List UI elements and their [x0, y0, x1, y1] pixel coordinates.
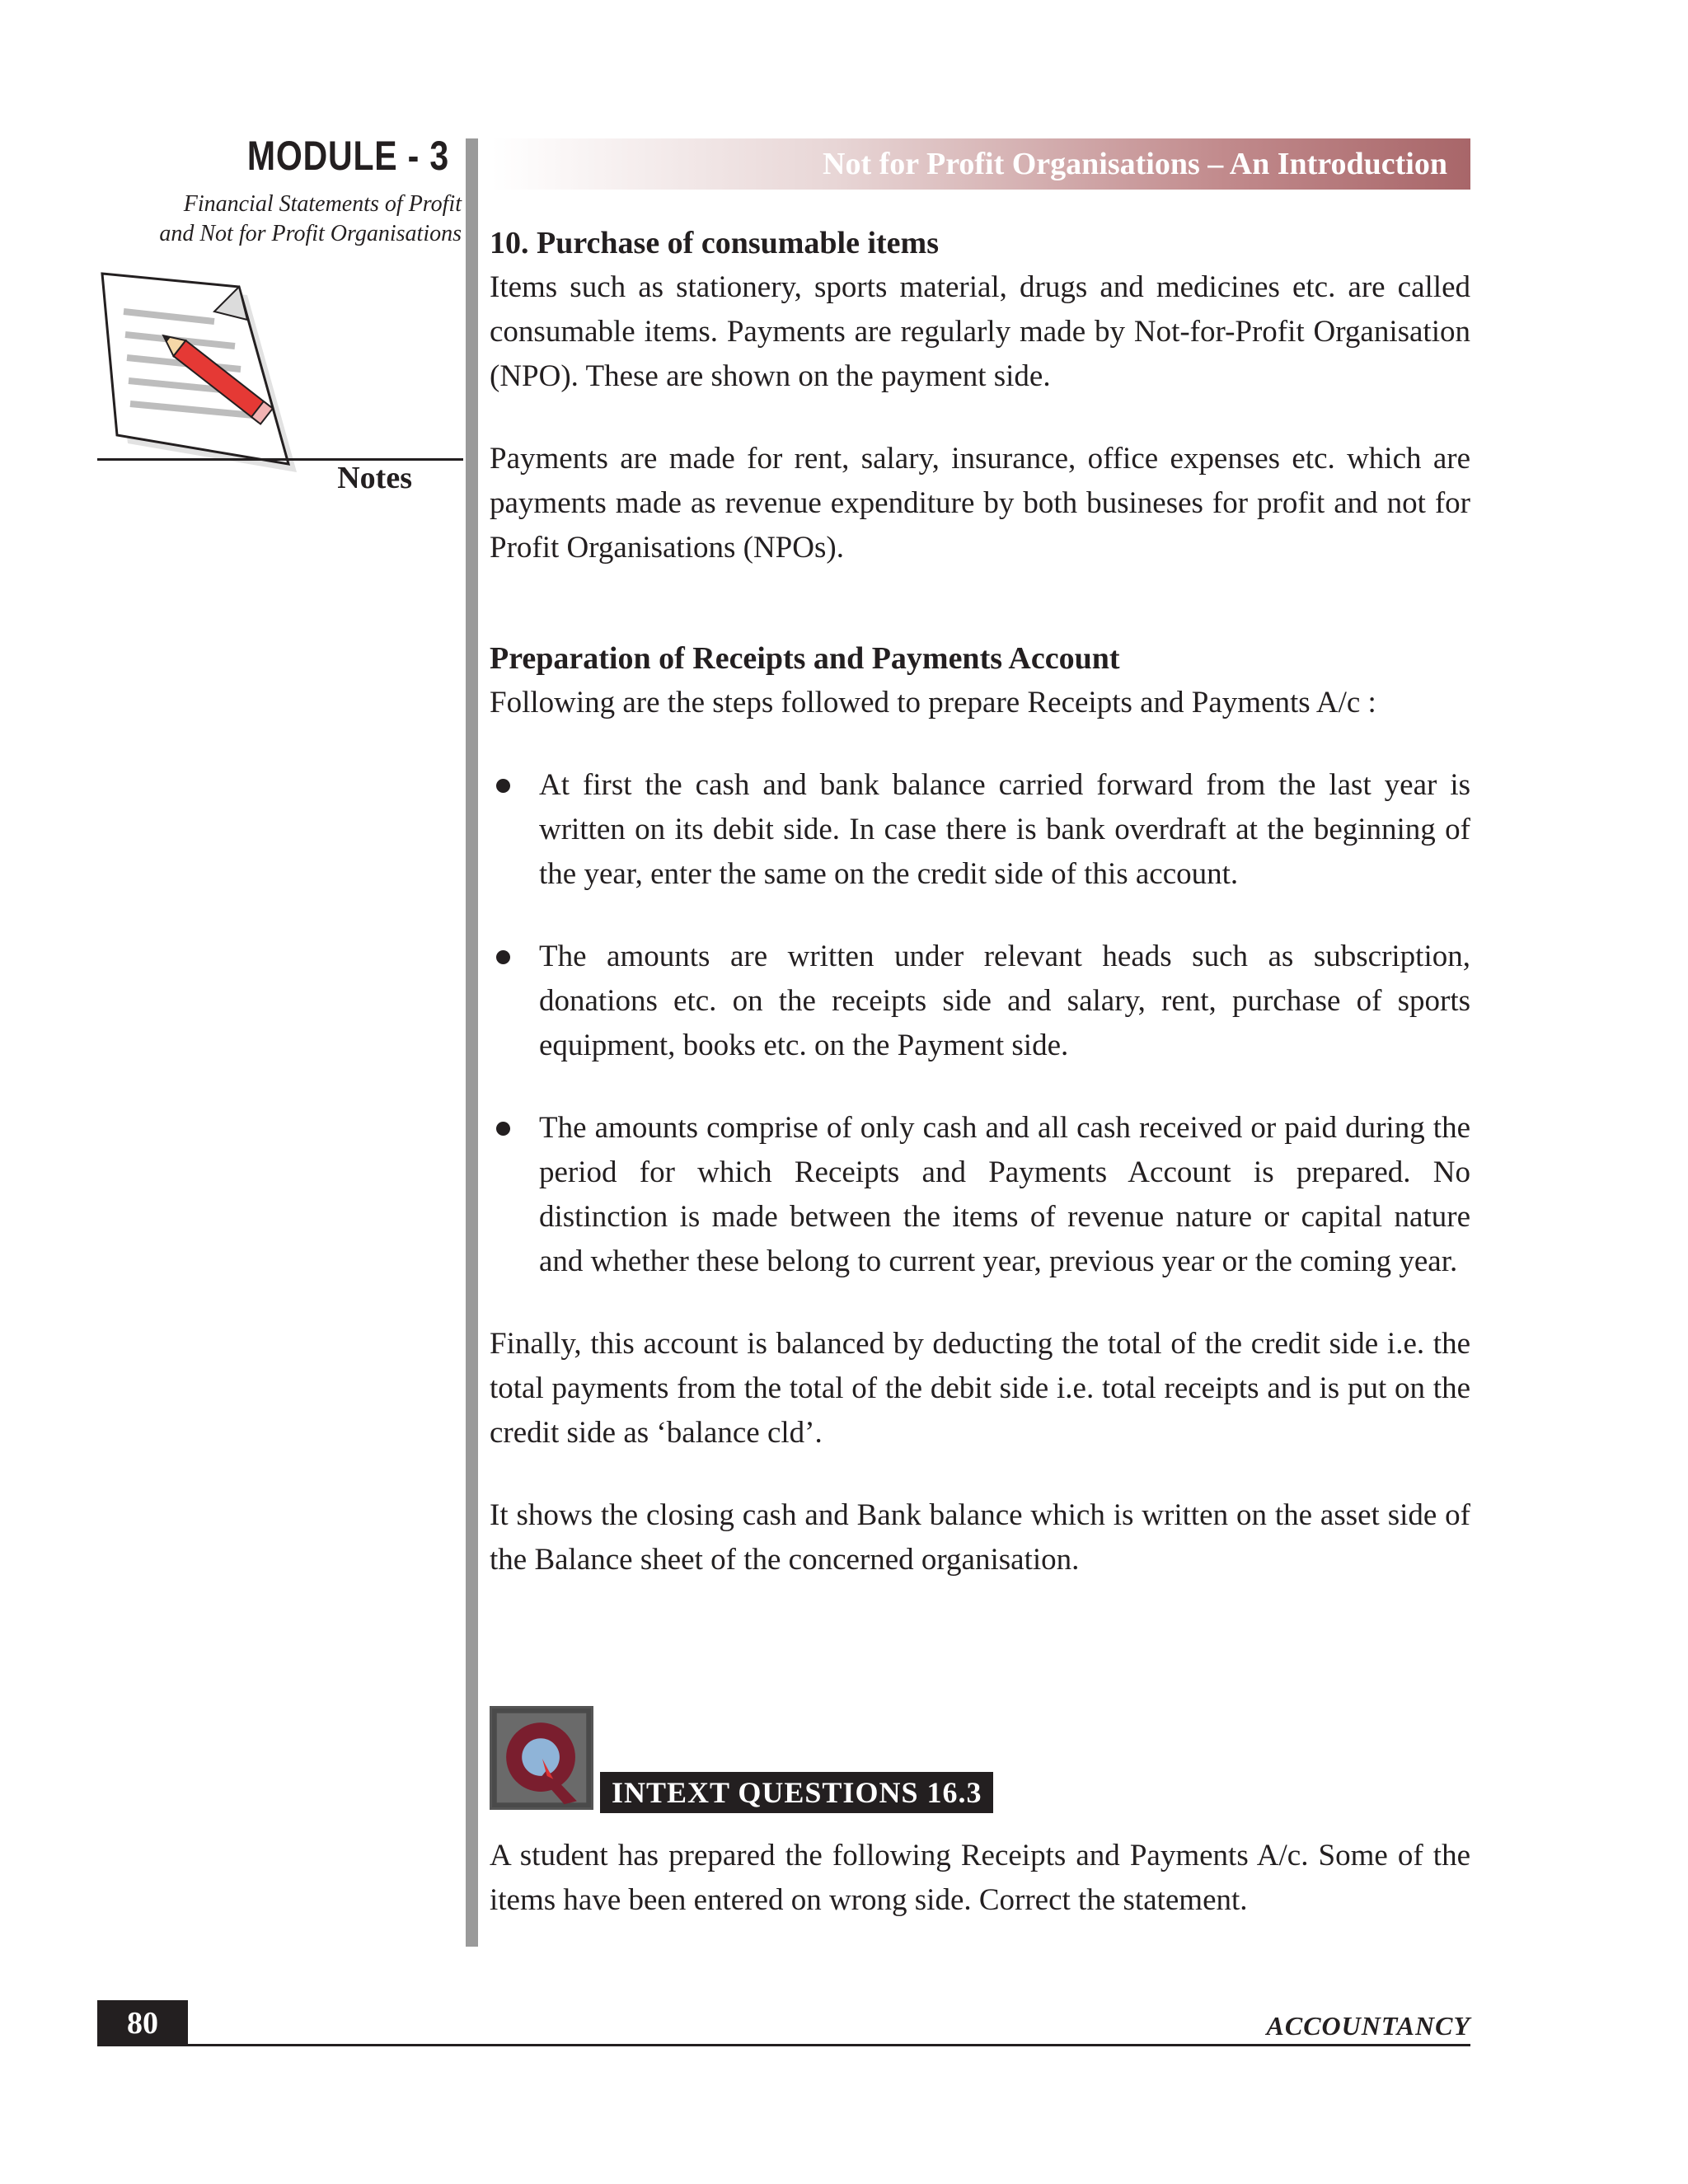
paragraph: Items such as stationery, sports material, drugs and medicines etc. are called consumable items. Payments are regularly made by Not-for-Profit Organisation (NPO). These are shown on the payment side. — [490, 270, 1470, 393]
main-content — [490, 221, 1470, 1582]
module-subtitle — [0, 190, 462, 249]
module-subtitle-line1: Financial Statements of Profit — [183, 191, 462, 217]
section-heading: Preparation of Receipts and Payments Account — [490, 641, 1120, 676]
paragraph: Finally, this account is balanced by deducting the total of the credit side i.e. the total payments from the total of the debit side i.e. total receipts and is put on the credit side as ‘balance cld’. — [490, 1327, 1470, 1450]
book-title: ACCOUNTANCY — [1266, 2011, 1470, 2041]
bullet-icon — [496, 950, 510, 964]
chapter-banner: Not for Profit Organisations – An Introduction — [491, 138, 1470, 190]
question-q-icon — [490, 1706, 593, 1810]
paragraph: Following are the steps followed to prepare Receipts and Payments A/c : — [490, 686, 1376, 719]
intext-questions-label: INTEXT QUESTIONS 16.3 — [600, 1772, 993, 1813]
bullet-icon — [496, 779, 510, 793]
page-number: 80 — [97, 2000, 188, 2046]
margin-divider — [466, 138, 478, 1947]
section-heading: 10. Purchase of consumable items — [490, 226, 939, 260]
list-item-text: The amounts are written under relevant heads such as subscription, donations etc. on the receipts side and salary, rent, purchase of sports equipment, books etc. on the Payment side. — [539, 940, 1470, 1062]
module-title: MODULE - 3 — [246, 133, 449, 179]
notes-label: Notes — [337, 461, 412, 495]
intext-questions-header — [490, 1706, 1067, 1813]
list-item — [490, 763, 1470, 897]
list-item-text: The amounts comprise of only cash and all cash received or paid during the period for which Receipts and Payments Account is prepared. No distinction is made between the items of revenue nature or capital nature and whether these belong to current year, previous year or the coming year. — [539, 1111, 1470, 1278]
bullet-icon — [496, 1122, 510, 1136]
list-item-text: At first the cash and bank balance carried forward from the last year is written on its debit side. In case there is bank overdraft at the beginning of the year, enter the same on the credit side of this account. — [539, 768, 1470, 891]
list-item — [490, 1106, 1470, 1284]
intext-question-text: A student has prepared the following Receipts and Payments A/c. Some of the items have been entered on wrong side. Correct the statement. — [490, 1839, 1470, 1917]
paragraph: It shows the closing cash and Bank balance which is written on the asset side of the Balance sheet of the concerned organisation. — [490, 1498, 1470, 1577]
paragraph: Payments are made for rent, salary, insurance, office expenses etc. which are payments made as revenue expenditure by both busineses for profit and not for Profit Organisations (NPOs). — [490, 442, 1470, 565]
module-subtitle-line2: and Not for Profit Organisations — [159, 221, 462, 246]
footer-divider — [97, 2044, 1470, 2046]
list-item — [490, 935, 1470, 1068]
